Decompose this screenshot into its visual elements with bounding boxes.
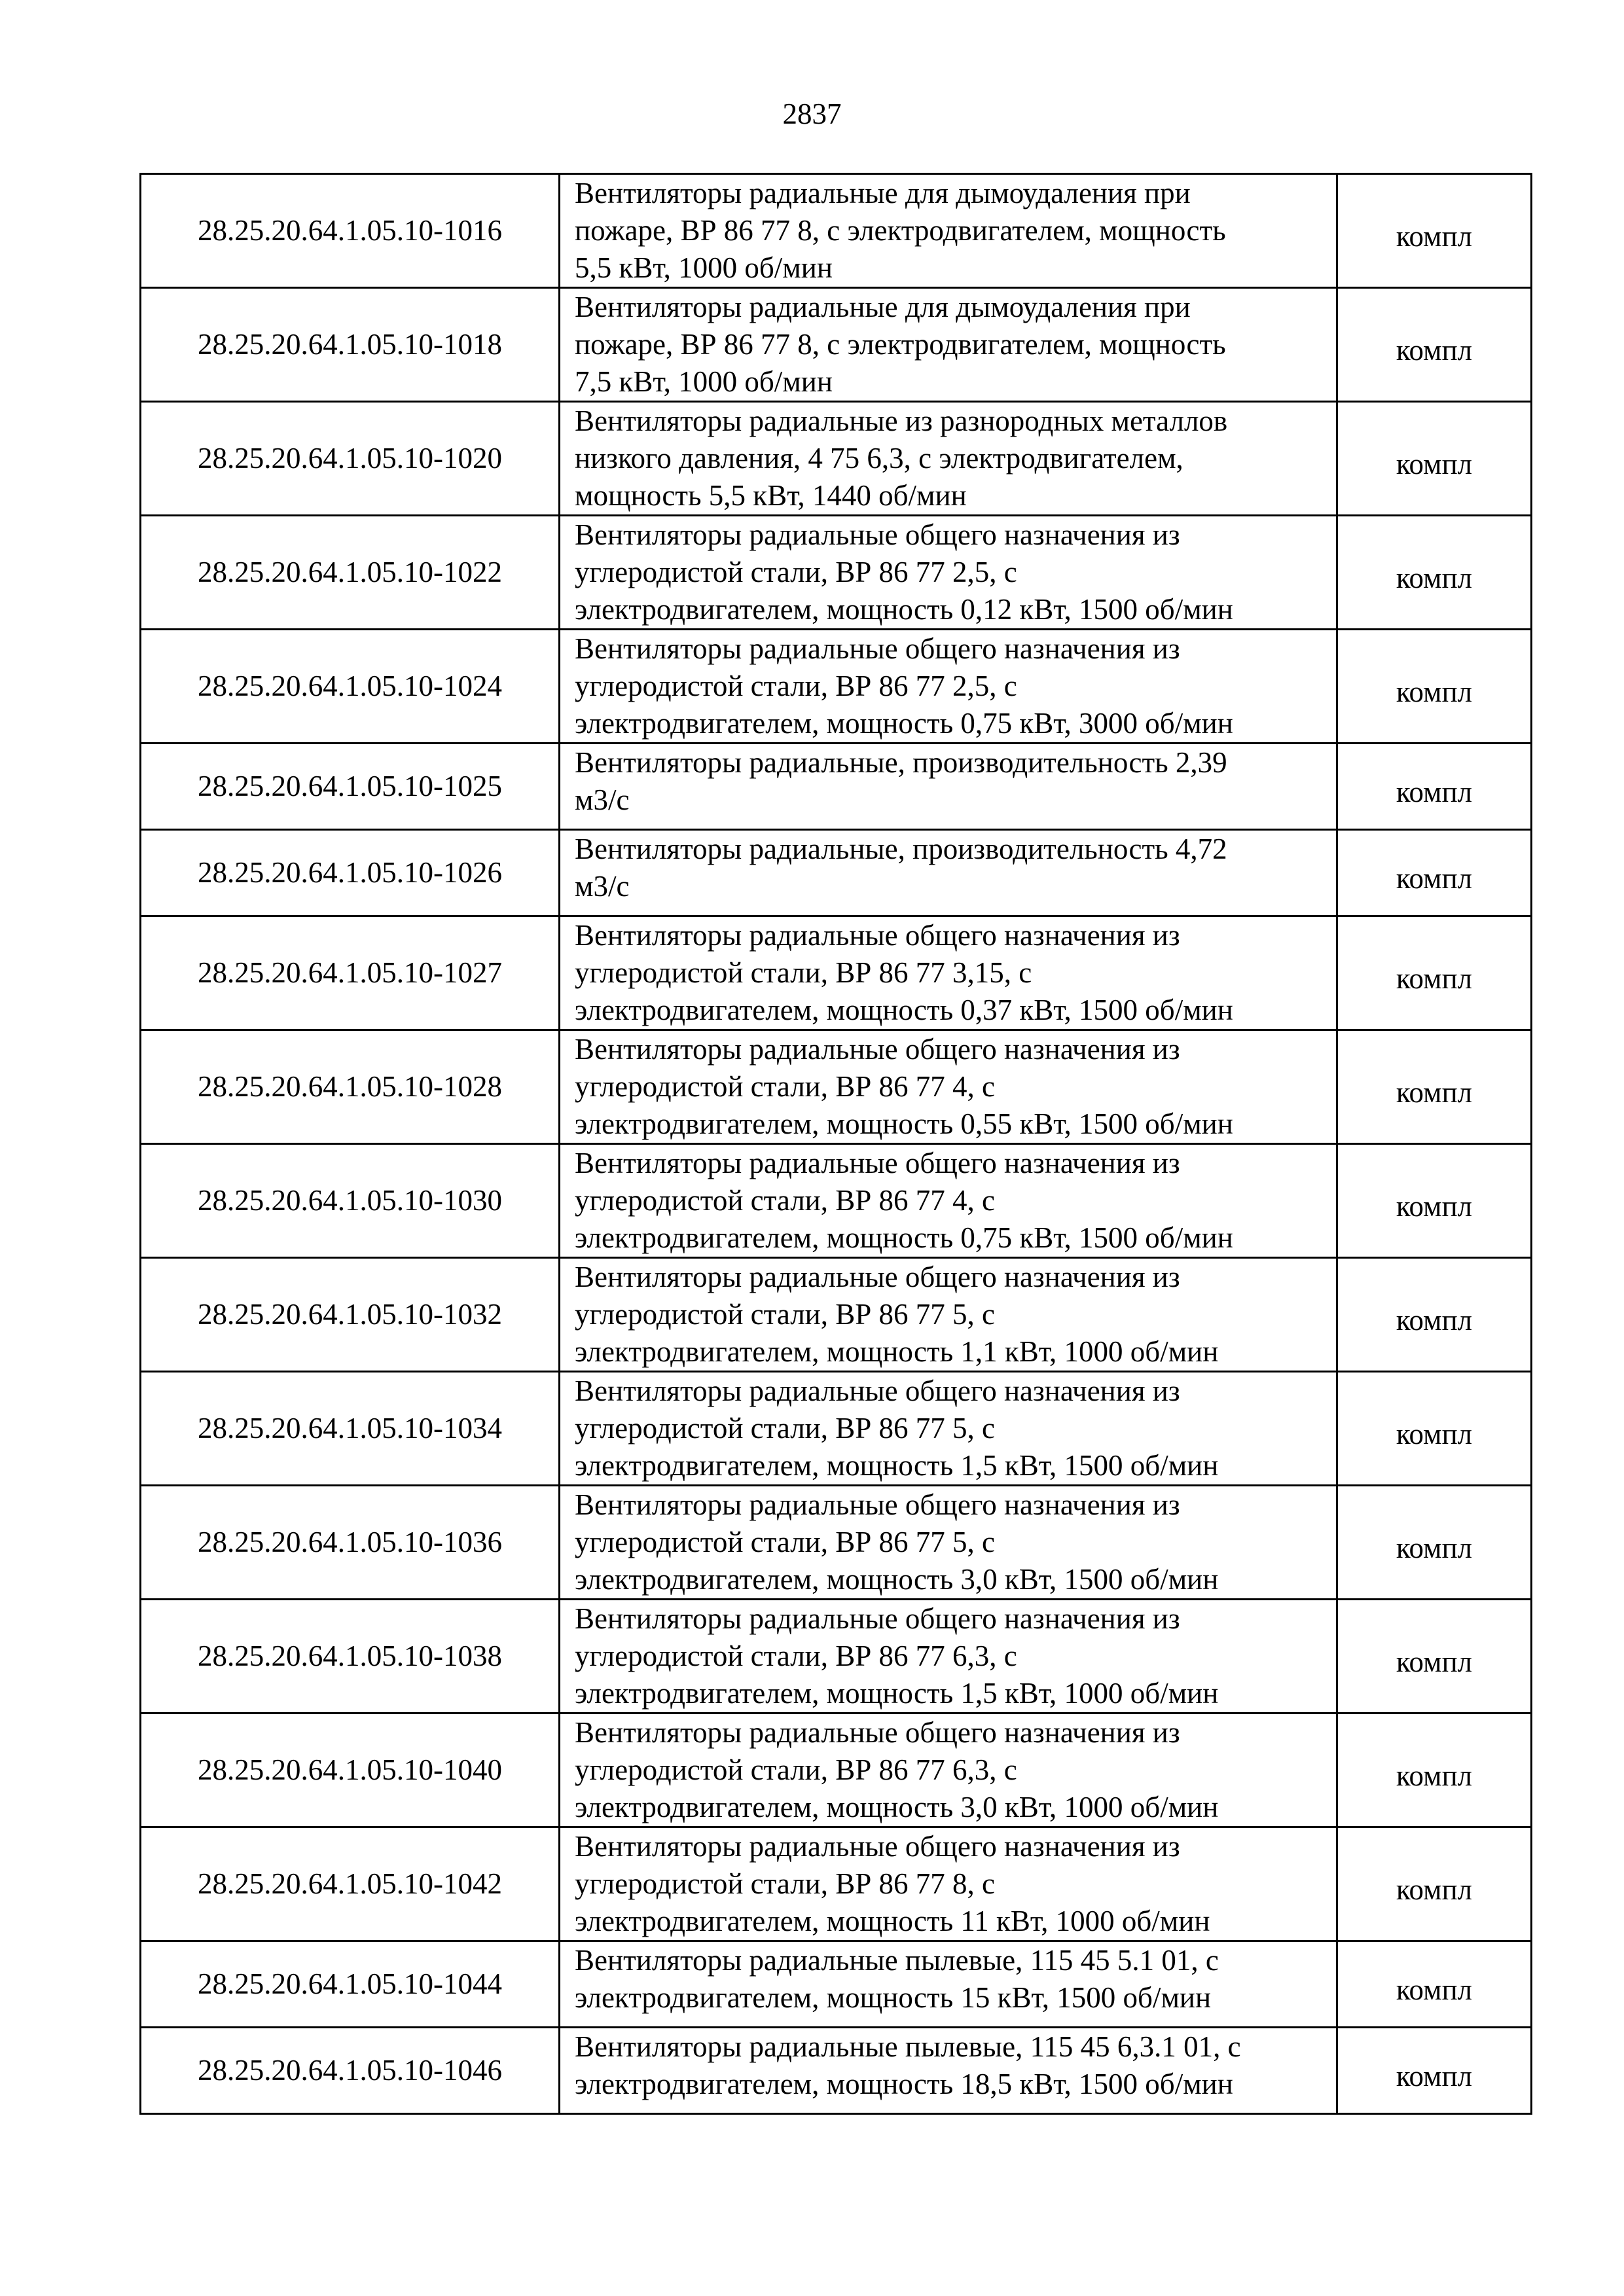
table-row [141,1486,1532,1600]
resource-description-cell: Вентиляторы радиальные общего назначения из углеродистой стали, ВР 86 77 5, с электродвигателем, мощность 1,5 кВт, 1500 об/мин [560,1372,1337,1486]
resource-code-cell: 28.25.20.64.1.05.10-1036 [141,1486,560,1600]
unit-of-measure-cell: компл [1337,1372,1532,1486]
table-row [141,1713,1532,1827]
resource-description-cell: Вентиляторы радиальные для дымоудаления при пожаре, ВР 86 77 8, с электродвигателем, мощность 5,5 кВт, 1000 об/мин [560,174,1337,288]
table-row [141,1941,1532,2028]
resource-code-cell: 28.25.20.64.1.05.10-1028 [141,1030,560,1144]
resource-code-cell: 28.25.20.64.1.05.10-1025 [141,744,560,830]
table-row [141,516,1532,630]
resource-description-cell: Вентиляторы радиальные общего назначения из углеродистой стали, ВР 86 77 5, с электродвигателем, мощность 3,0 кВт, 1500 об/мин [560,1486,1337,1600]
table-row [141,830,1532,916]
table-row [141,1144,1532,1258]
unit-of-measure-cell: компл [1337,1600,1532,1713]
unit-of-measure-cell: компл [1337,1827,1532,1941]
unit-of-measure-cell: компл [1337,288,1532,402]
table-body [141,174,1532,2114]
page-number: 2837 [782,98,842,130]
resource-description-cell: Вентиляторы радиальные общего назначения из углеродистой стали, ВР 86 77 2,5, с электродвигателем, мощность 0,75 кВт, 3000 об/мин [560,630,1337,744]
resource-code-cell: 28.25.20.64.1.05.10-1027 [141,916,560,1030]
table-row [141,1827,1532,1941]
unit-of-measure-cell: компл [1337,1486,1532,1600]
unit-of-measure-cell: компл [1337,2028,1532,2114]
resource-code-cell: 28.25.20.64.1.05.10-1040 [141,1713,560,1827]
resource-description-cell: Вентиляторы радиальные общего назначения из углеродистой стали, ВР 86 77 2,5, с электродвигателем, мощность 0,12 кВт, 1500 об/мин [560,516,1337,630]
resource-table [139,173,1532,2115]
table-row [141,1030,1532,1144]
resource-description-cell: Вентиляторы радиальные пылевые, 115 45 6,3.1 01, с электродвигателем, мощность 18,5 кВт, 1500 об/мин [560,2028,1337,2114]
resource-description-cell: Вентиляторы радиальные, производительность 4,72 м3/с [560,830,1337,916]
unit-of-measure-cell: компл [1337,1713,1532,1827]
resource-description-cell: Вентиляторы радиальные общего назначения из углеродистой стали, ВР 86 77 4, с электродвигателем, мощность 0,55 кВт, 1500 об/мин [560,1030,1337,1144]
resource-code-cell: 28.25.20.64.1.05.10-1046 [141,2028,560,2114]
table-row [141,1258,1532,1372]
resource-code-cell: 28.25.20.64.1.05.10-1032 [141,1258,560,1372]
unit-of-measure-cell: компл [1337,1941,1532,2028]
unit-of-measure-cell: компл [1337,174,1532,288]
unit-of-measure-cell: компл [1337,1144,1532,1258]
resource-code-cell: 28.25.20.64.1.05.10-1022 [141,516,560,630]
table-row [141,916,1532,1030]
resource-description-cell: Вентиляторы радиальные общего назначения из углеродистой стали, ВР 86 77 5, с электродвигателем, мощность 1,1 кВт, 1000 об/мин [560,1258,1337,1372]
resource-description-cell: Вентиляторы радиальные пылевые, 115 45 5.1 01, с электродвигателем, мощность 15 кВт, 1500 об/мин [560,1941,1337,2028]
unit-of-measure-cell: компл [1337,1030,1532,1144]
resource-description-cell: Вентиляторы радиальные общего назначения из углеродистой стали, ВР 86 77 6,3, с электродвигателем, мощность 3,0 кВт, 1000 об/мин [560,1713,1337,1827]
resource-code-cell: 28.25.20.64.1.05.10-1020 [141,402,560,516]
resource-description-cell: Вентиляторы радиальные для дымоудаления при пожаре, ВР 86 77 8, с электродвигателем, мощность 7,5 кВт, 1000 об/мин [560,288,1337,402]
resource-description-cell: Вентиляторы радиальные из разнородных металлов низкого давления, 4 75 6,3, с электродвигателем, мощность 5,5 кВт, 1440 об/мин [560,402,1337,516]
resource-code-cell: 28.25.20.64.1.05.10-1042 [141,1827,560,1941]
unit-of-measure-cell: компл [1337,744,1532,830]
resource-code-cell: 28.25.20.64.1.05.10-1026 [141,830,560,916]
table-row [141,174,1532,288]
unit-of-measure-cell: компл [1337,516,1532,630]
table-row [141,1372,1532,1486]
table-row [141,288,1532,402]
resource-code-cell: 28.25.20.64.1.05.10-1030 [141,1144,560,1258]
unit-of-measure-cell: компл [1337,830,1532,916]
unit-of-measure-cell: компл [1337,916,1532,1030]
unit-of-measure-cell: компл [1337,402,1532,516]
resource-description-cell: Вентиляторы радиальные общего назначения из углеродистой стали, ВР 86 77 3,15, с электродвигателем, мощность 0,37 кВт, 1500 об/мин [560,916,1337,1030]
table-row [141,402,1532,516]
resource-code-cell: 28.25.20.64.1.05.10-1034 [141,1372,560,1486]
table-row [141,744,1532,830]
resource-code-cell: 28.25.20.64.1.05.10-1016 [141,174,560,288]
resource-code-cell: 28.25.20.64.1.05.10-1024 [141,630,560,744]
resource-description-cell: Вентиляторы радиальные, производительность 2,39 м3/с [560,744,1337,830]
resource-code-cell: 28.25.20.64.1.05.10-1018 [141,288,560,402]
resource-code-cell: 28.25.20.64.1.05.10-1044 [141,1941,560,2028]
table-row [141,1600,1532,1713]
unit-of-measure-cell: компл [1337,1258,1532,1372]
resource-description-cell: Вентиляторы радиальные общего назначения из углеродистой стали, ВР 86 77 6,3, с электродвигателем, мощность 1,5 кВт, 1000 об/мин [560,1600,1337,1713]
resource-description-cell: Вентиляторы радиальные общего назначения из углеродистой стали, ВР 86 77 4, с электродвигателем, мощность 0,75 кВт, 1500 об/мин [560,1144,1337,1258]
table-row [141,2028,1532,2114]
resource-description-cell: Вентиляторы радиальные общего назначения из углеродистой стали, ВР 86 77 8, с электродвигателем, мощность 11 кВт, 1000 об/мин [560,1827,1337,1941]
resource-code-cell: 28.25.20.64.1.05.10-1038 [141,1600,560,1713]
table-row [141,630,1532,744]
unit-of-measure-cell: компл [1337,630,1532,744]
